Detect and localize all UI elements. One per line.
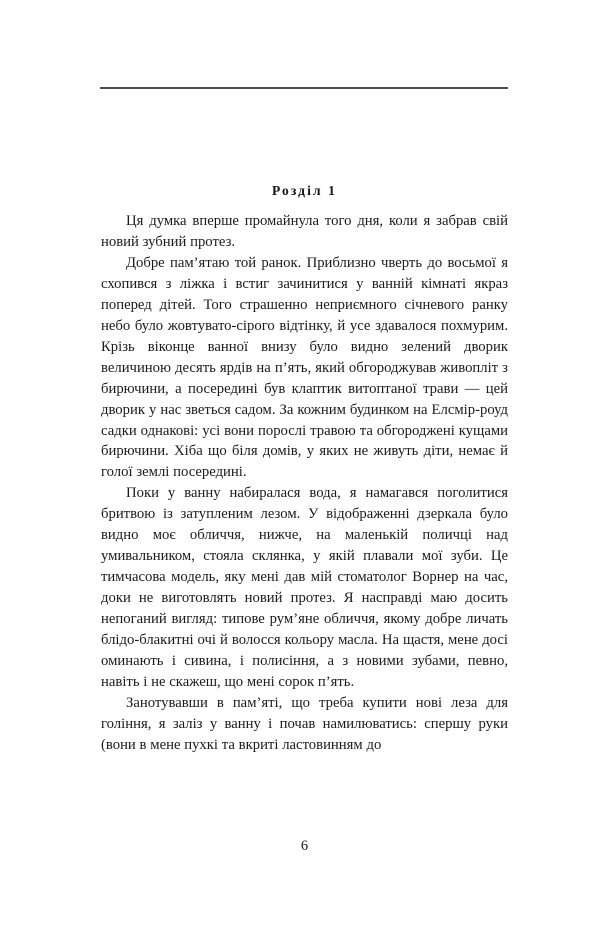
paragraph: Добре пам’ятаю той ранок. Приблизно чверть до восьмої я схопився з ліжка і встиг зачинитися у ванній кімнаті якраз поперед дітей. Того страшенно неприємного січневого ранку небо було жовтувато-сірого відтінку, й усе здавалося похмурим. Крізь віконце ванної внизу було видно зелений дворик величиною десять ярдів на п’ять, який обгороджував живопліт з бирючини, а посередині був клаптик витоптаної трави — цей дворик у нас зветься садом. За кожним будинком на Елсмір-роуд садки однакові: усі вони порослі травою та обгороджені кущами бирючини. Хіба що біля домів, у яких не живуть діти, немає й голої землі посередині. xyxy=(101,254,508,481)
header-rule xyxy=(100,87,508,89)
paragraph: Ця думка вперше промайнула того дня, коли я забрав свій новий зубний протез. xyxy=(101,213,508,250)
page-number: 6 xyxy=(300,838,309,854)
paragraph: Поки у ванну набиралася вода, я намагався поголитися бритвою із затупленим лезом. У відображенні дзеркала було видно моє обличчя, нижче, на маленькій поличці над умивальником, стояла склянка, у якій плавали мої зуби. Це тимчасова модель, яку мені дав мій стоматолог Ворнер на час, доки не виготовлять новий протез. Я насправді маю досить непоганий вигляд: типове рум’яне обличчя, якому добре личать блідо-блакитні очі й волосся кольору масла. На щастя, мене досі оминають і сивина, і полисіння, а з новими зубами, певно, навіть і не скажеш, що мені сорок п’ять. xyxy=(101,485,508,690)
body-text-block xyxy=(101,211,508,756)
chapter-heading: Розділ 1 xyxy=(272,183,337,198)
paragraph: Занотувавши в пам’яті, що треба купити нові леза для гоління, я заліз у ванну і почав намилюватись: спершу руки (вони в мене пухкі та вкриті ластовинням до xyxy=(101,694,508,753)
